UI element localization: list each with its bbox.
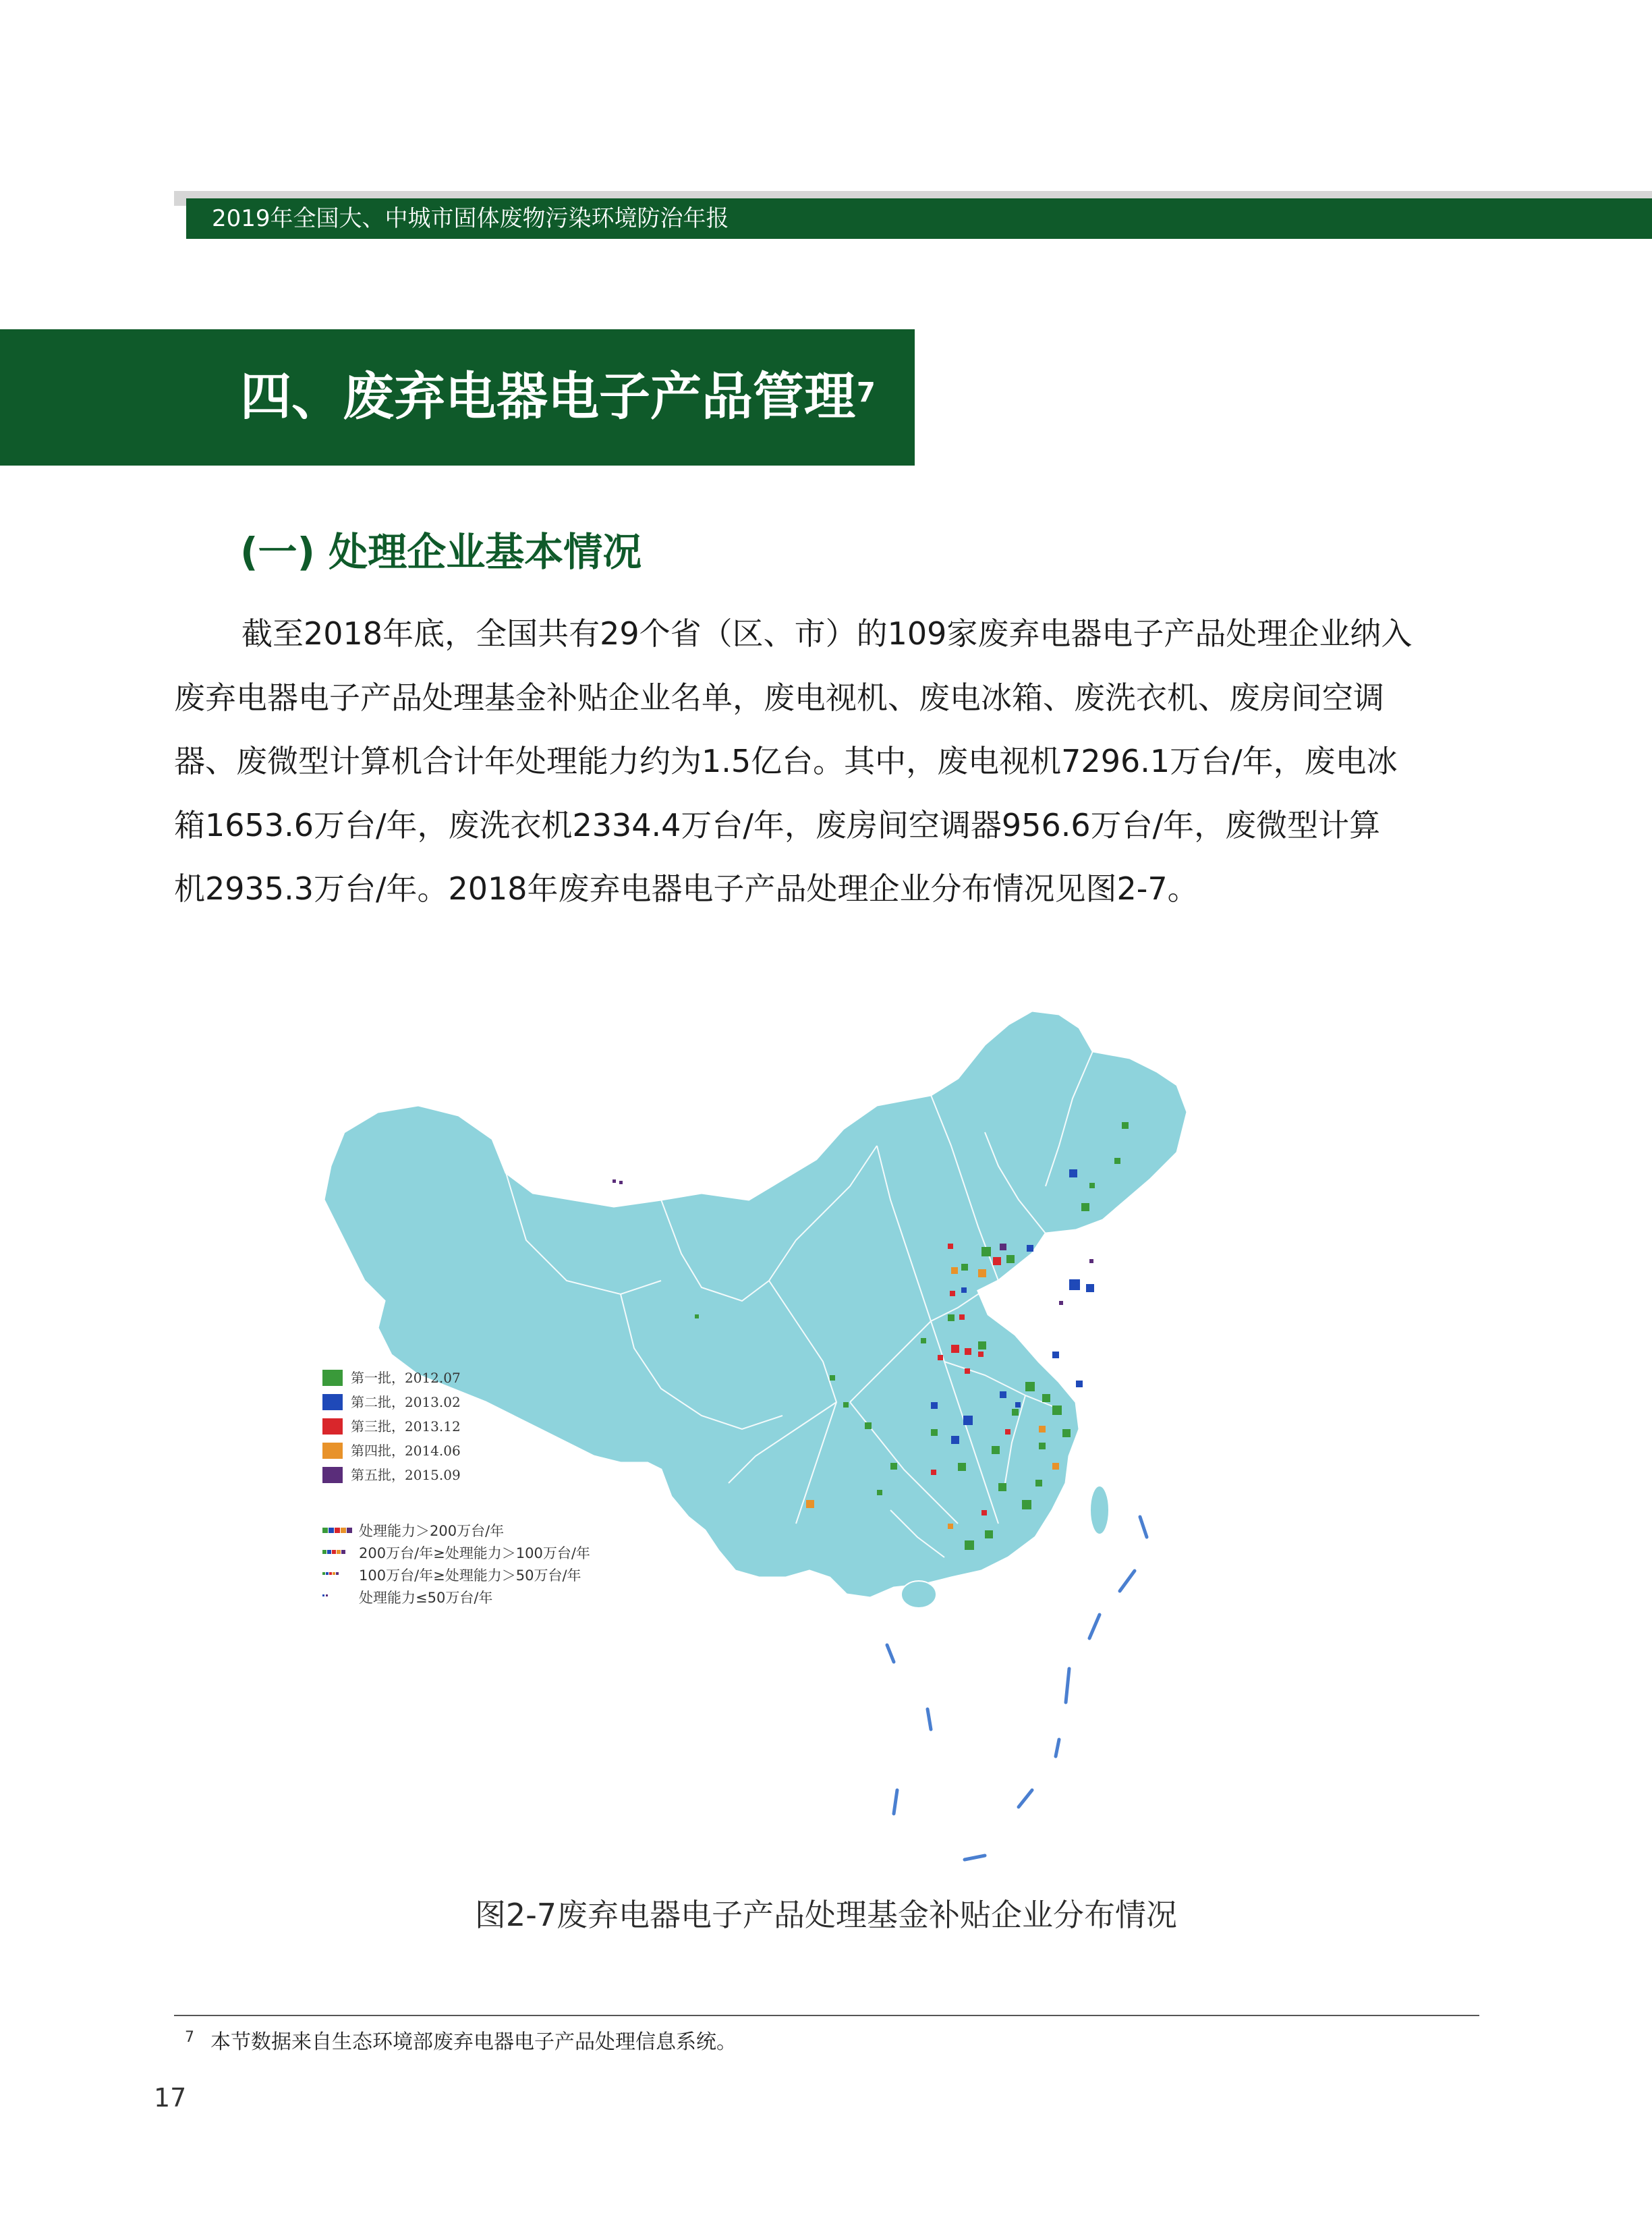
marker (1086, 1284, 1094, 1292)
footnote-divider (174, 2015, 1479, 2016)
body-line: 废弃电器电子产品处理基金补贴企业名单，废电视机、废电冰箱、废洗衣机、废房间空调 (174, 679, 1384, 716)
footnote-reference[interactable]: 7 (857, 377, 876, 408)
marker (931, 1429, 938, 1436)
marker (1005, 1429, 1010, 1435)
marker (1000, 1391, 1006, 1398)
legend-label: 第三批，2013.12 (351, 1418, 461, 1435)
marker (843, 1402, 849, 1408)
marker (985, 1530, 993, 1538)
legend-swatch (322, 1443, 343, 1459)
marker (981, 1247, 991, 1256)
capacity-symbol-large (322, 1528, 352, 1533)
capacity-label: 处理能力≤50万台/年 (359, 1590, 493, 1606)
marker (1042, 1394, 1050, 1402)
marker (1052, 1352, 1059, 1358)
marker (948, 1244, 953, 1249)
marker (1081, 1203, 1089, 1211)
legend-swatch (322, 1467, 343, 1483)
marker (806, 1500, 814, 1508)
marker (613, 1179, 616, 1183)
legend-label: 第一批，2012.07 (351, 1370, 461, 1386)
marker (1122, 1122, 1129, 1129)
marker (1039, 1443, 1046, 1449)
subsection-title: (一) 处理企业基本情况 (240, 529, 642, 575)
body-line: 机2935.3万台/年。2018年废弃电器电子产品处理企业分布情况见图2-7。 (174, 870, 1199, 907)
china-map (283, 997, 1214, 1874)
marker (931, 1470, 936, 1475)
page-number: 17 (154, 2083, 187, 2113)
body-paragraph (174, 602, 1449, 921)
marker (948, 1314, 955, 1321)
legend-batches (322, 1370, 461, 1483)
legend-label: 第四批，2014.06 (351, 1443, 461, 1459)
capacity-label: 处理能力＞200万台/年 (359, 1523, 505, 1539)
marker (1069, 1169, 1077, 1177)
marker (978, 1269, 986, 1277)
marker (965, 1368, 970, 1374)
capacity-symbol-small (322, 1572, 339, 1575)
marker (1000, 1244, 1006, 1250)
capacity-label: 200万台/年≥处理能力＞100万台/年 (359, 1545, 590, 1561)
footnote-mark: 7 (185, 2029, 194, 2046)
marker (619, 1181, 623, 1184)
distribution-map-figure (283, 997, 1214, 1874)
capacity-label: 100万台/年≥处理能力＞50万台/年 (359, 1567, 581, 1584)
marker (978, 1341, 986, 1349)
figure-caption: 图2-7废弃电器电子产品处理基金补贴企业分布情况 (474, 1897, 1178, 1933)
hainan-island (901, 1581, 936, 1608)
marker (951, 1267, 958, 1274)
report-title: 2019年全国大、中城市固体废物污染环境防治年报 (212, 205, 729, 232)
marker (1027, 1245, 1033, 1252)
marker (865, 1422, 872, 1429)
marker (938, 1355, 943, 1360)
marker (993, 1257, 1001, 1265)
marker (992, 1446, 1000, 1454)
marker (1062, 1429, 1071, 1437)
marker (921, 1338, 926, 1343)
marker (1114, 1158, 1120, 1164)
taiwan-island (1090, 1486, 1109, 1534)
body-line: 截至2018年底，全国共有29个省（区、市）的109家废弃电器电子产品处理企业纳入 (241, 615, 1413, 652)
marker (1069, 1279, 1080, 1290)
marker (965, 1348, 971, 1355)
marker (1015, 1402, 1021, 1408)
marker (695, 1314, 699, 1318)
legend-label: 第二批，2013.02 (351, 1394, 461, 1410)
marker (1039, 1426, 1046, 1432)
marker (958, 1463, 966, 1471)
marker (965, 1540, 974, 1550)
section-title-text: 四、废弃电器电子产品管理 (240, 366, 855, 426)
marker (877, 1490, 882, 1495)
marker (1052, 1406, 1062, 1415)
marker (950, 1291, 955, 1296)
marker (1022, 1500, 1031, 1509)
marker (1025, 1382, 1035, 1391)
marker (1089, 1259, 1093, 1263)
marker (1089, 1183, 1095, 1188)
marker (948, 1524, 953, 1529)
body-line: 器、废微型计算机合计年处理能力约为1.5亿台。其中，废电视机7296.1万台/年，废电冰 (174, 743, 1398, 779)
marker (951, 1345, 959, 1353)
marker (998, 1483, 1006, 1491)
china-mainland-shape (324, 1011, 1187, 1598)
legend-capacity (322, 1523, 590, 1606)
marker (1076, 1381, 1083, 1387)
legend-label: 第五批，2015.09 (351, 1467, 461, 1483)
marker (959, 1314, 965, 1320)
legend-swatch (322, 1418, 343, 1435)
capacity-symbol-tiny (322, 1594, 328, 1596)
marker (961, 1287, 967, 1293)
marker (1035, 1480, 1042, 1486)
marker (961, 1264, 968, 1271)
footnote-text: 本节数据来自生态环境部废弃电器电子产品处理信息系统。 (210, 2030, 737, 2054)
legend-swatch (322, 1370, 343, 1386)
marker (1012, 1409, 1019, 1416)
marker (1059, 1301, 1063, 1305)
marker (931, 1402, 938, 1409)
marker (951, 1436, 959, 1444)
marker (1006, 1255, 1015, 1263)
marker (830, 1375, 835, 1381)
marker (978, 1352, 984, 1357)
body-line: 箱1653.6万台/年，废洗衣机2334.4万台/年，废房间空调器956.6万台/年，废微型计算 (174, 806, 1381, 843)
section-title (240, 363, 876, 430)
marker (963, 1416, 973, 1425)
capacity-symbol-medium (322, 1550, 345, 1554)
marker (890, 1463, 897, 1470)
legend-swatch (322, 1394, 343, 1410)
marker (981, 1510, 987, 1515)
marker (1052, 1463, 1059, 1470)
